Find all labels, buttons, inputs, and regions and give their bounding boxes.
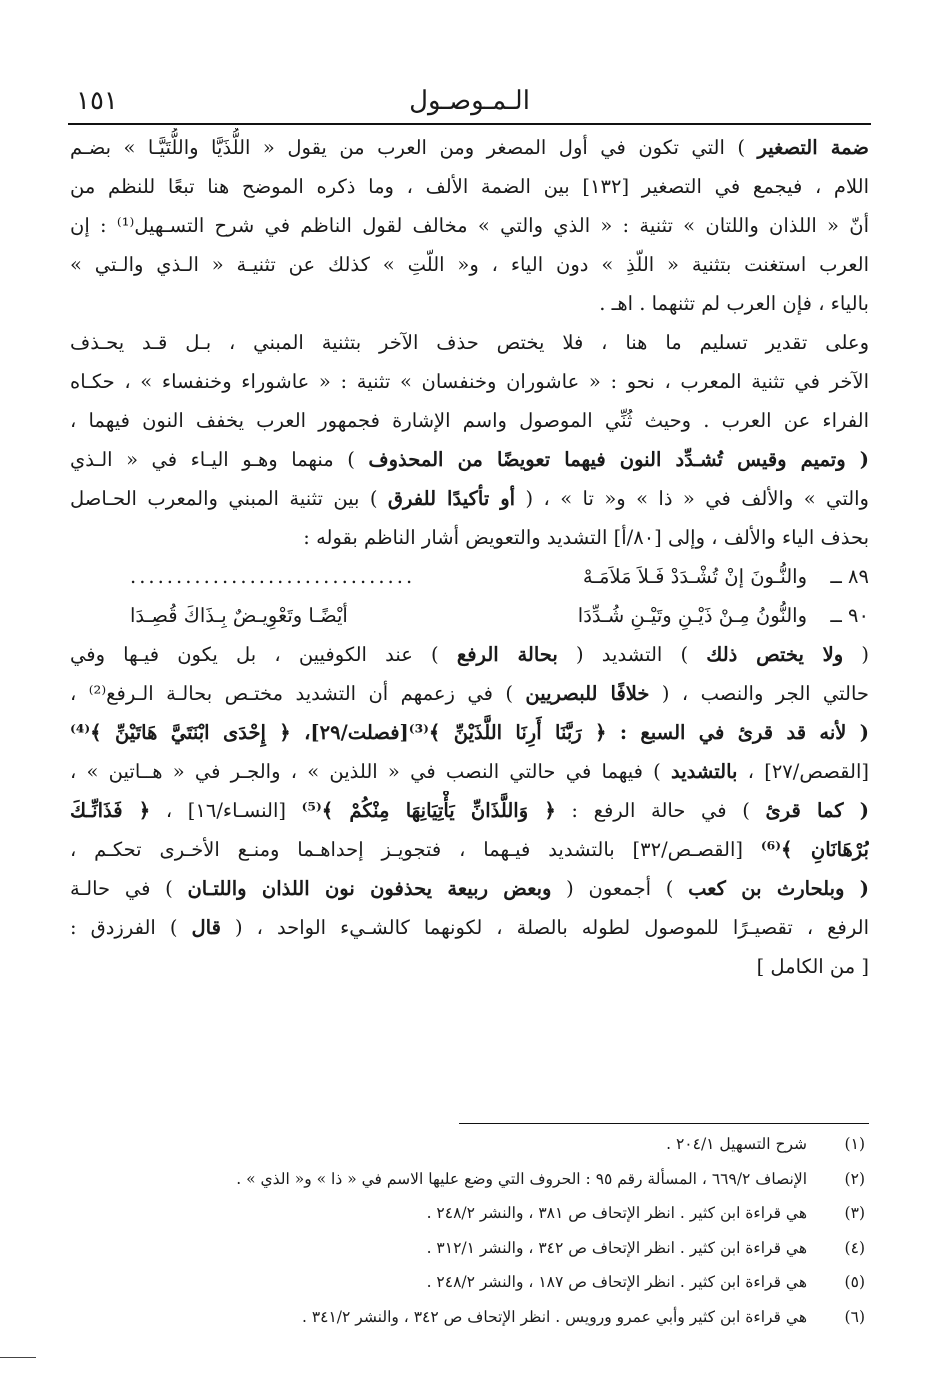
bold-matn-segment: ( كما قرئ (765, 799, 869, 822)
text-segment: ) في حالة الرفع : (555, 799, 766, 822)
text-segment: بالياء ، فإن العرب لم تثنهما . اهـ . (599, 292, 869, 315)
text-line (70, 869, 869, 908)
bold-matn-segment: قال (191, 916, 221, 939)
text-segment: ) أجمعون ( (551, 877, 689, 900)
text-line (70, 752, 869, 791)
text-segment: وعلى تقدير تسليم ما هنا ، فلا يختص حذف الآخر بتثنية المبني ، بـل قـد يحـذف (70, 331, 869, 354)
footnote-number: (٥) (844, 1273, 865, 1291)
bold-matn-segment: ﴿ فَذَانِّـكَ (70, 799, 151, 822)
page-header (70, 82, 869, 122)
text-segment: ) فيهما في حالتي النصب في « اللذين » ، والجـر في « هــاتين » ، (70, 760, 671, 783)
verse-number: ٨٩ ــ (830, 565, 869, 588)
bold-matn-segment: ﴿ وَاللَّذَانِّ يَأْتِيَانِهَا مِنْكُمْ ﴾⁽⁵⁾ (301, 799, 556, 822)
text-line (70, 908, 869, 947)
text-line (70, 791, 869, 830)
text-line (70, 167, 869, 206)
bold-matn-segment: ولا يختص ذلك (706, 643, 844, 666)
text-line (70, 245, 869, 284)
bold-matn-segment: خلافًا للبصريين (525, 682, 650, 705)
text-segment: [القصـص/٣٢] بالتشديد فيـهما ، فتجويـز إحداهـما ومنـع الأخـرى تحكـم ، (70, 838, 761, 861)
text-segment: ) عند الكوفيين ، بل يكون فيـها وفي (70, 643, 457, 666)
bold-matn-segment: ( لأنه قد قرئ في السبع : ﴿ رَبَّنَا أَرِنَا اللَّذَيْنِّ ﴾⁽³⁾[فصلت/٢٩]، ﴿ إِحْدَى ابْنَتَيَّ هَاتَيْنِّ ﴾⁽⁴⁾ (70, 721, 869, 744)
footnote (70, 1196, 865, 1231)
footnote-text: شرح التسهيل ٢٠٤/١ . (666, 1135, 807, 1153)
footnote-number: (٦) (844, 1307, 865, 1326)
text-line (70, 128, 869, 167)
text-line (70, 830, 869, 869)
bold-matn-segment: بُرْهَانَانِ ﴾⁽⁶⁾ (760, 838, 869, 861)
text-line (70, 635, 869, 674)
bold-matn-segment: ( وتميم وقيس تُشـدِّد النون فيهما تعويضًا من المحذوف (368, 448, 869, 471)
text-segment: اللام ، فيجمع في التصغير [١٣٢] بين الضمة الألف ، وما ذكره الموضح هنا تبعًا للنظم من (70, 175, 869, 198)
bold-matn-segment: ضمة التصغير (757, 136, 869, 159)
bold-matn-segment: بالتشديد (670, 760, 738, 783)
text-segment: [النسـاء/١٦] ، (150, 799, 302, 822)
text-segment: ) الفرزدق : (70, 916, 192, 939)
text-segment: [ من الكامل ] (756, 955, 869, 978)
bold-matn-segment: ( وبلحارث بن كعب (688, 877, 869, 900)
text-segment: الفراء عن العرب . وحيث ثُنِّي الموصول واسم الإشارة فجمهور العرب يخفف النون فيهما ، (70, 409, 869, 432)
text-line (70, 518, 869, 557)
verse-hemistich-1: والنُّـونَ إنْ تُشْـدَدْ فَـلاَ مَلاَمَـهْ (582, 565, 807, 588)
text-segment: [القصص/٢٧] ، (737, 760, 869, 783)
text-line (70, 323, 869, 362)
header-rule (68, 123, 871, 125)
text-segment: حالتي الجر والنصب ، ( (649, 682, 869, 705)
text-segment: ) في حالـة (70, 877, 188, 900)
paragraph-block-2 (70, 635, 869, 986)
text-segment: أنّ « اللذان واللتان » تثنية : « الذي والتي » مخالف لقول الناظم في شرح التسـهيل⁽¹⁾ : إن (70, 214, 869, 237)
text-segment: ) التشديد ( (557, 643, 707, 666)
text-line (70, 362, 869, 401)
bold-matn-segment: أو تأكيدًا للفرق (387, 487, 516, 510)
footnote-text: الإنصاف ٦٦٩/٢ ، المسألة رقم ٩٥ : الحروف التي وضع عليها الاسم في « ذا » و« الذي » . (236, 1169, 807, 1188)
verse-89 (70, 557, 869, 596)
corner-mark (0, 1357, 36, 1358)
footnote-text: هي قراءة ابن كثير وأبي عمرو ورويس . انظر الإتحاف ص ٣٤٢ ، والنشر ٣٤١/٢ . (301, 1307, 807, 1326)
text-line (70, 401, 869, 440)
footnote (70, 1127, 865, 1162)
footnote (70, 1300, 865, 1335)
text-segment: ( (843, 643, 869, 666)
text-segment: بحذف الياء والألف ، وإلى [٨٠/أ] التشديد والتعويض أشار الناظم بقوله : (303, 526, 869, 549)
text-line (70, 713, 869, 752)
main-text (70, 128, 869, 986)
text-line (70, 284, 869, 323)
verse-90 (70, 596, 869, 635)
bold-matn-segment: بحالة الرفع (456, 643, 558, 666)
footnote-rule (459, 1123, 869, 1124)
footnote-number: (٤) (844, 1238, 865, 1257)
footnote (70, 1162, 865, 1197)
paragraph-block-1 (70, 128, 869, 557)
footnote-text: هي قراءة ابن كثير . انظر الإتحاف ص ١٨٧ ، والنشر ٢٤٨/٢ . (426, 1273, 807, 1291)
verse-number: ٩٠ ــ (830, 604, 869, 627)
text-line (70, 947, 869, 986)
text-segment: ) في زعمهم أن التشديد مختـص بحالـة الـرفع⁽²⁾ ، (70, 682, 526, 705)
footnote-text: هي قراءة ابن كثير . انظر الإتحاف ص ٣٤٢ ، والنشر ٣١٢/١ . (426, 1238, 807, 1257)
text-line (70, 206, 869, 245)
page-number: ١٥١ (76, 86, 118, 116)
text-segment: العرب استغنت بتثنية « اللّذِ » دون الياء ، و« اللّتِ » كذلك عن تثنيـة « الـذي والـتي » (70, 253, 869, 276)
running-title: الـمـوصـول (409, 86, 530, 116)
verse-hemistich-1: والنُّونُ مِـنْ ذَيْـنِ وتَيْـنِ شُـدِّدَا (577, 604, 807, 627)
footnote-number: (٣) (844, 1204, 865, 1222)
footnotes (70, 1127, 865, 1334)
text-segment: ) التي تكون في أول المصغر ومن العرب من يقول « اللُّذَيَّا واللُّتَيَّـا » بضـم (70, 136, 758, 159)
text-segment: والتي » والألف في « ذا » و« تا » ، ( (515, 487, 869, 510)
footnote-text: هي قراءة ابن كثير . انظر الإتحاف ص ٣٨١ ، والنشر ٢٤٨/٢ . (426, 1204, 807, 1222)
bold-matn-segment: وبعض ربيعة يحذفون نون اللذان واللتـان (187, 877, 552, 900)
verse-hemistich-2: أيْضًـا وتَعْوِيـضٌ بِـذَاكَ قُصِـدَا (130, 604, 348, 627)
text-line (70, 479, 869, 518)
text-segment: ) بين تثنية المبني والمعرب الحـاصل (70, 487, 388, 510)
footnote (70, 1265, 865, 1300)
footnote (70, 1231, 865, 1266)
verse-dots: ............................... (130, 565, 416, 588)
footnote-number: (٢) (844, 1169, 865, 1188)
text-segment: الآخر في تثنية المعرب ، نحو : « عاشوران وخنفسان » تثنية : « عاشوراء وخنفساء » ، حكـاه (70, 370, 869, 393)
text-line (70, 440, 869, 479)
text-segment: الرفع ، تقصيـرًا للموصول لطوله بالصلة ، لكونهما كالشـيء الواحد ، ( (220, 916, 869, 939)
footnote-number: (١) (844, 1135, 865, 1153)
text-line (70, 674, 869, 713)
text-segment: ) منهما وهـو اليـاء في « الـذي (70, 448, 369, 471)
